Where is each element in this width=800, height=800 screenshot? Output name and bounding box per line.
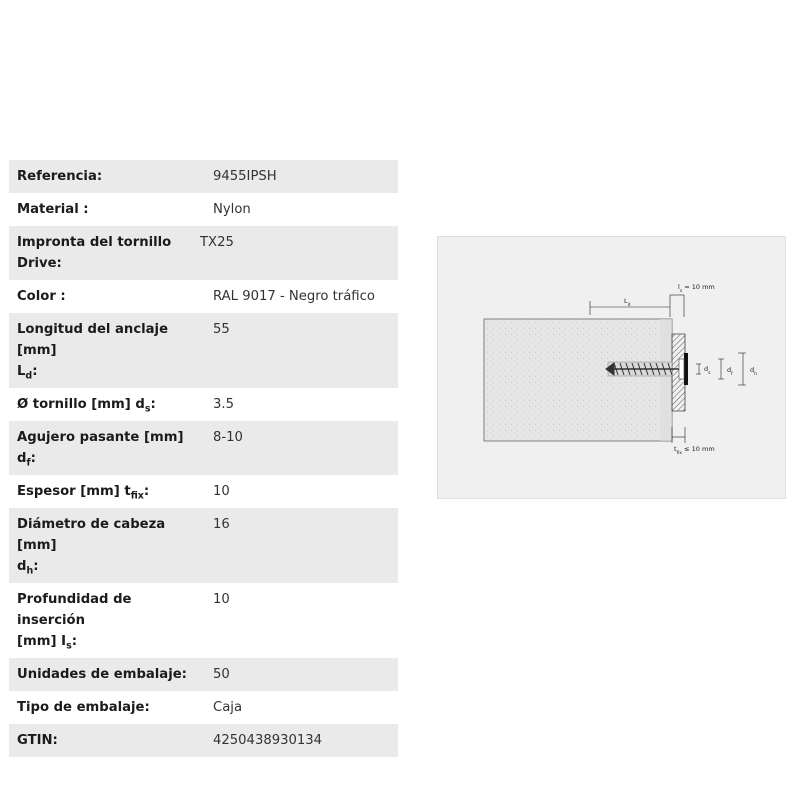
spec-value: 10 [213,592,230,607]
spec-subscript: s [144,403,151,415]
spec-value: 4250438930134 [199,724,398,757]
spec-colon: : [33,559,39,574]
dimension-tfix [672,427,685,443]
tfix-label: $t_{fix} \le 10$ mm [674,445,715,456]
spec-label-text: Longitud del anclaje [mm] [17,322,169,358]
dimension-df [718,359,724,379]
spec-label-text: Espesor [mm] [17,484,125,499]
dimension-dh [738,353,746,385]
spec-colon: : [30,451,36,466]
spec-label-text: Diámetro de cabeza [mm] [17,517,166,553]
spec-subscript: s [66,640,72,652]
spec-row-espesor [9,475,398,508]
spec-symbol: t [124,484,131,499]
spec-symbol: d [135,397,145,412]
spec-value: 50 [199,658,398,691]
spec-label: Referencia: [9,160,199,193]
spec-row-tornillo [9,388,398,421]
screw-head [684,353,688,385]
spec-value: 10 [213,484,230,499]
spec-row-profundidad [9,583,398,658]
ld-label: $L_d$ [624,297,631,308]
spec-label: Impronta del tornillo Drive: [9,226,199,280]
base-material-texture [484,319,672,441]
spec-symbol: d [17,451,27,466]
spec-subscript: fix [130,490,144,502]
df-label: $d_f$ [727,366,733,377]
spec-label-text: Profundidad de inserción [17,592,132,628]
installation-diagram [437,236,786,499]
spec-row-unidades [9,658,398,691]
spec-subscript: h [26,565,34,577]
spec-value: 8-10 [199,421,398,475]
spec-value: 16 [199,508,398,583]
spec-subscript: d [25,370,33,382]
spec-row-referencia [9,160,398,193]
anchor-sleeve [679,359,684,379]
spec-value: 55 [199,313,398,388]
spec-value: 3.5 [213,397,234,412]
spec-row-diametro-cabeza [9,508,398,583]
spec-colon: : [71,634,77,649]
spec-label-text-2: [mm] [17,634,62,649]
spec-row-color [9,280,398,313]
installation-diagram-svg [438,237,787,500]
spec-value: Nylon [213,202,251,217]
spec-label [9,475,199,508]
spec-row-tipo-embalaje [9,691,398,724]
surface-layer [660,319,672,441]
spec-value: 9455IPSH [199,160,398,193]
spec-label: Unidades de embalaje: [9,658,199,691]
spec-symbol: I [61,634,67,649]
dh-label: $d_h$ [750,366,757,377]
spec-colon: : [143,484,150,499]
spec-label: Color : [17,289,66,304]
spec-subscript: f [26,457,31,469]
spec-row-agujero [9,421,398,475]
spec-row-gtin [9,724,398,757]
dimension-ls [670,295,684,317]
spec-label-text: Ø tornillo [mm] [17,397,136,412]
spec-symbol: L [17,364,26,379]
spec-label-text: Agujero pasante [mm] [17,430,184,445]
ls-label: $l_s = 10$ mm [678,283,715,294]
spec-label [9,388,199,421]
spec-symbol: d [17,559,27,574]
spec-value: RAL 9017 - Negro tráfico [213,289,375,304]
spec-label [9,508,199,583]
spec-label: Material : [17,202,89,217]
spec-value: Caja [213,700,243,715]
spec-value: TX25 [199,226,398,280]
spec-label [9,313,199,388]
spec-colon: : [32,364,38,379]
spec-row-longitud [9,313,398,388]
spec-table [9,160,398,757]
spec-row-material [9,193,398,226]
spec-label: Tipo de embalaje: [17,700,150,715]
spec-label: GTIN: [9,724,199,757]
spec-label [9,421,199,475]
spec-row-impronta [9,226,398,280]
spec-colon: : [150,397,156,412]
spec-label [9,583,199,658]
dimension-ds [696,364,701,374]
ds-label: $d_s$ [704,365,711,376]
